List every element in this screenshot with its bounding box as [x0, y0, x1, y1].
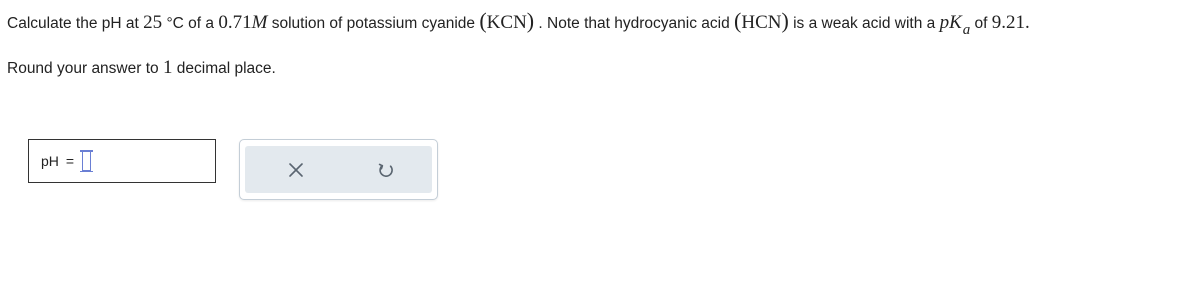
answer-label: pH [41, 153, 59, 169]
rounding-instruction [7, 56, 276, 81]
x-icon [288, 162, 304, 178]
pka-p: p [939, 12, 950, 33]
molarity-symbol: M [251, 12, 268, 33]
period: . [1025, 12, 1030, 33]
open-paren: ( [479, 8, 487, 33]
answer-tools-background [245, 146, 432, 193]
question-text-part: of [970, 15, 992, 32]
undo-button[interactable] [373, 157, 399, 183]
concentration-value: 0.71 [218, 12, 252, 33]
clear-button[interactable] [283, 157, 309, 183]
open-paren: ( [734, 8, 742, 33]
answer-input-box[interactable] [28, 139, 216, 183]
instruction-text-part: decimal place. [172, 60, 276, 77]
question-text-part: of a [183, 15, 219, 32]
temperature-value: 25 [143, 12, 163, 33]
decimal-count: 1 [162, 57, 173, 78]
close-paren: ) [526, 8, 535, 33]
pka-k: K [949, 12, 962, 33]
undo-icon [377, 161, 395, 179]
answer-input-field[interactable] [82, 151, 91, 171]
question-text [7, 9, 1030, 36]
pka-subscript: a [962, 22, 971, 38]
pka-value: 9.21 [991, 12, 1026, 33]
close-paren: ) [781, 8, 789, 33]
acid-formula: HCN [741, 12, 782, 33]
salt-formula: KCN [486, 12, 527, 33]
instruction-text-part: Round your answer to [7, 60, 163, 77]
question-text-part: . Note that hydrocyanic acid [534, 15, 735, 32]
question-text-part: is a weak acid with a [788, 15, 940, 32]
temperature-unit: °C [162, 15, 184, 32]
answer-tools-panel [239, 139, 438, 200]
equals-sign: = [65, 153, 75, 169]
question-text-part: Calculate the pH at [7, 15, 144, 32]
question-text-part: solution of potassium cyanide [267, 15, 480, 32]
